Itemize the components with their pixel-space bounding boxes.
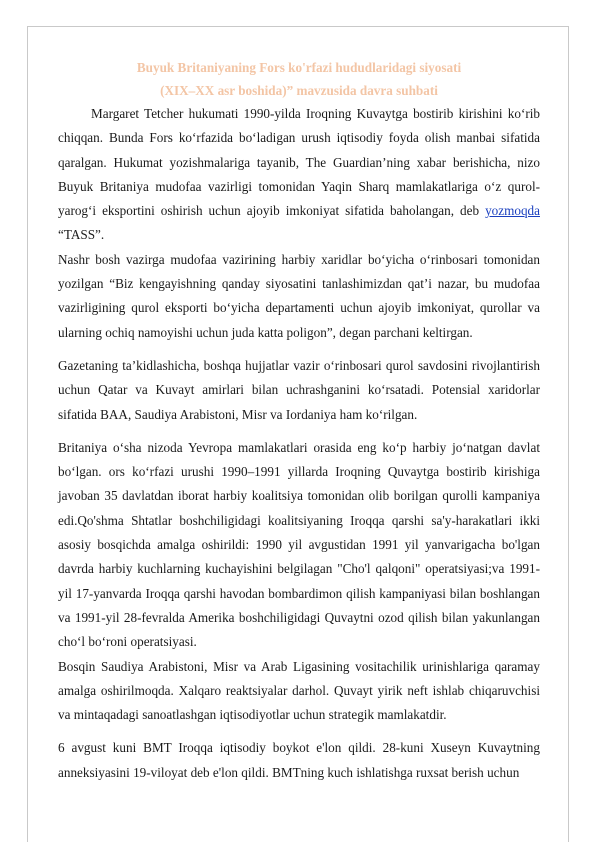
title-line-2: (XIX–XX asr boshida)” mavzusida davra suhbati: [160, 83, 438, 98]
paragraph-1-tail: “TASS”.: [58, 227, 105, 243]
paragraph-3: Gazetaning ta’kidlashicha, boshqa hujjatlar vazir o‘rinbosari qurol savdosini rivojlantirish uchun Qatar va Kuvayt amirlari bilan uchrashganini ko‘rsatadi. Potensial xaridorlar sifatida BAA, Saudiya Arabistoni, Misr va Iordaniya ham ko‘rilgan.: [58, 357, 540, 422]
source-link[interactable]: yozmoqda: [485, 203, 540, 219]
document-title: [58, 56, 540, 102]
paragraph-4: Britaniya o‘sha nizoda Yevropa mamlakatlari orasida eng ko‘p harbiy jo‘natgan davlat bo‘lgan. ors ko‘rfazi urushi 1990–1991 yillarda Iroqning Quvaytga bostirib kirishiga javoban 35 davlatdan iborat harbiy koalitsiya tomonidan olib borilgan qurolli kampaniya edi.Qo'shma Shtatlar boshchiligidagi koalitsiyaning Iroqqa qarshi sa'y-harakatlari ikki asosiy bosqichda amalga oshirildi: 1990 yil avgustidan 1991 yil yanvarigacha bo'lgan davrda harbiy kuchlarning kuchayishini belgilagan "Cho'l qalqoni" operatsiyasi;va 1991-yil 17-yanvarda Iroqqa qarshi havodan bombardimon qilish kampaniyasi bilan boshlangan va 1991-yil 28-fevralda Amerika boshchiligidagi Quvaytni ozod qilish bilan yakunlangan cho‘l bo‘roni operatsiyasi.: [58, 439, 540, 650]
title-line-1: Buyuk Britaniyaning Fors ko'rfazi hududlaridagi siyosati: [136, 60, 462, 75]
document-page: [27, 26, 569, 842]
paragraph-6: 6 avgust kuni BMT Iroqqa iqtisodiy boykot e'lon qildi. 28-kuni Xuseyn Kuvaytning anneksiyasini 19-viloyat deb e'lon qildi. BMTning kuch ishlatishga ruxsat berish uchun: [58, 740, 540, 780]
document-body: [58, 56, 540, 785]
paragraph-2: Nashr bosh vazirga mudofaa vazirining harbiy xaridlar bo‘yicha o‘rinbosari tomonidan yozilgan “Biz kengayishning qanday siyosatini tanlashimizdan qat’i nazar, bu mudofaa vazirligining qurol eksporti bo‘yicha departamenti uchun ajoyib imkoniyat, qurollar va ularning ochiq namoyishi uchun juda katta poligon”, degan parchani keltirgan.: [58, 251, 540, 340]
paragraph-1-text: Margaret Tetcher hukumati 1990-yilda Iroqning Kuvaytga bostirib kirishini ko‘rib chiqqan. Bunda Fors ko‘rfazida bo‘ladigan urush iqtisodiy foyda olish manbai sifatida qaralgan. Hukumat yozishmalariga tayanib, The Guardian’ning xabar berishicha, nizo Buyuk Britaniya mudofaa vazirligi tomonidan Yaqin Sharq mamlakatlariga o‘z qurol-yarog‘i eksportini oshirish uchun ajoyib imkoniyat sifatida baholangan, deb: [58, 106, 540, 219]
paragraph-1: [58, 102, 540, 248]
paragraph-5: Bosqin Saudiya Arabistoni, Misr va Arab Ligasining vositachilik urinishlariga qaramay amalga oshirilmoqda. Xalqaro reaktsiyalar darhol. Quvayt yirik neft ishlab chiqaruvchisi va mintaqadagi sanoatlashgan iqtisodiyotlar uchun strategik mamlakatdir.: [58, 658, 540, 723]
